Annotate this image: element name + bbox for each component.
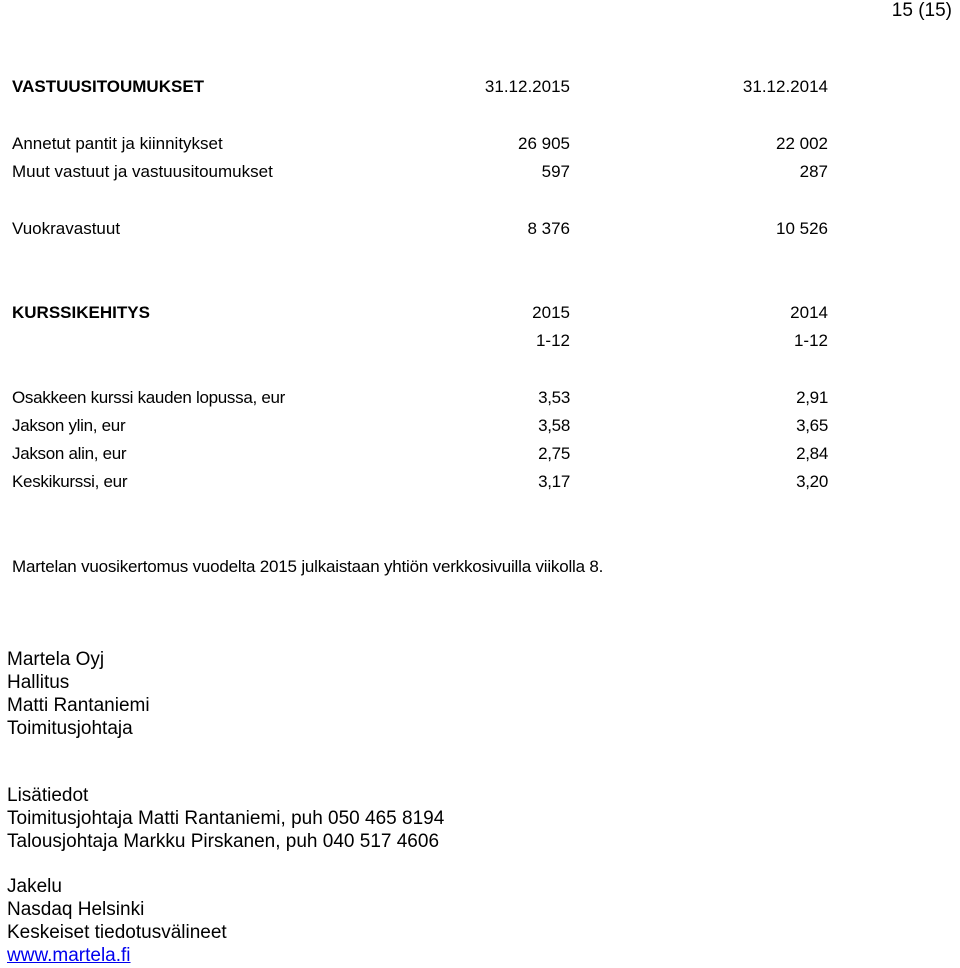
- signatory-title: Toimitusjohtaja: [7, 718, 133, 739]
- row-value-2014: 22 002: [776, 134, 828, 153]
- share-price-period-2015: 1-12: [535, 331, 570, 350]
- row-value-2015: 26 905: [518, 134, 570, 153]
- row-value-2014: 10 526: [776, 219, 828, 238]
- table-row: [12, 415, 828, 437]
- row-value-2015: 8 376: [527, 219, 570, 238]
- row-label: Osakkeen kurssi kauden lopussa, eur: [12, 388, 285, 407]
- share-price-period-row: [12, 330, 828, 352]
- contact-heading: Lisätiedot: [7, 785, 89, 806]
- commitments-col2-header: 31.12.2014: [742, 77, 828, 96]
- row-value-2014: 287: [799, 162, 828, 181]
- contact-block: [7, 784, 444, 853]
- table-row: [12, 161, 828, 183]
- row-value-2014: 2,84: [796, 444, 828, 463]
- row-label: Keskikurssi, eur: [12, 472, 128, 491]
- row-label: Vuokravastuut: [12, 219, 121, 238]
- row-value-2015: 3,17: [538, 472, 570, 491]
- row-label: Muut vastuut ja vastuusitoumukset: [12, 162, 273, 181]
- row-value-2015: 3,53: [538, 388, 570, 407]
- table-row: [12, 133, 828, 155]
- share-price-header-row: [12, 302, 828, 324]
- table-row: [12, 387, 828, 409]
- contact-cfo: Talousjohtaja Markku Pirskanen, puh 040 517 4606: [7, 831, 440, 852]
- row-label: Annetut pantit ja kiinnitykset: [12, 134, 223, 153]
- signatory-name: Matti Rantaniemi: [7, 695, 150, 716]
- contact-ceo: Toimitusjohtaja Matti Rantaniemi, puh 050 465 8194: [7, 808, 445, 829]
- distribution-media: Keskeiset tiedotusvälineet: [7, 922, 227, 943]
- annual-report-note: Martelan vuosikertomus vuodelta 2015 julkaistaan yhtiön verkkosivuilla viikolla 8.: [12, 557, 604, 576]
- distribution-exchange: Nasdaq Helsinki: [7, 899, 145, 920]
- row-label: Jakson ylin, eur: [12, 416, 126, 435]
- commitments-heading: VASTUUSITOUMUKSET: [12, 77, 205, 96]
- page-number: 15 (15): [891, 0, 952, 21]
- company-name: Martela Oyj: [7, 649, 105, 670]
- table-row: [12, 218, 828, 240]
- distribution-block: [7, 875, 227, 967]
- board-label: Hallitus: [7, 672, 70, 693]
- share-price-col1-header: 2015: [532, 303, 570, 322]
- row-value-2014: 3,20: [796, 472, 828, 491]
- table-row: [12, 471, 828, 493]
- share-price-col2-header: 2014: [790, 303, 828, 322]
- share-price-heading: KURSSIKEHITYS: [12, 303, 150, 322]
- row-value-2015: 2,75: [538, 444, 570, 463]
- row-value-2014: 3,65: [796, 416, 828, 435]
- distribution-heading: Jakelu: [7, 876, 62, 897]
- table-row: [12, 443, 828, 465]
- signature-block: [7, 648, 150, 740]
- row-value-2015: 597: [541, 162, 570, 181]
- commitments-col1-header: 31.12.2015: [484, 77, 570, 96]
- share-price-period-2014: 1-12: [793, 331, 828, 350]
- commitments-header-row: [12, 76, 828, 98]
- row-value-2015: 3,58: [538, 416, 570, 435]
- website-link[interactable]: www.martela.fi: [7, 945, 131, 966]
- row-value-2014: 2,91: [796, 388, 828, 407]
- row-label: Jakson alin, eur: [12, 444, 127, 463]
